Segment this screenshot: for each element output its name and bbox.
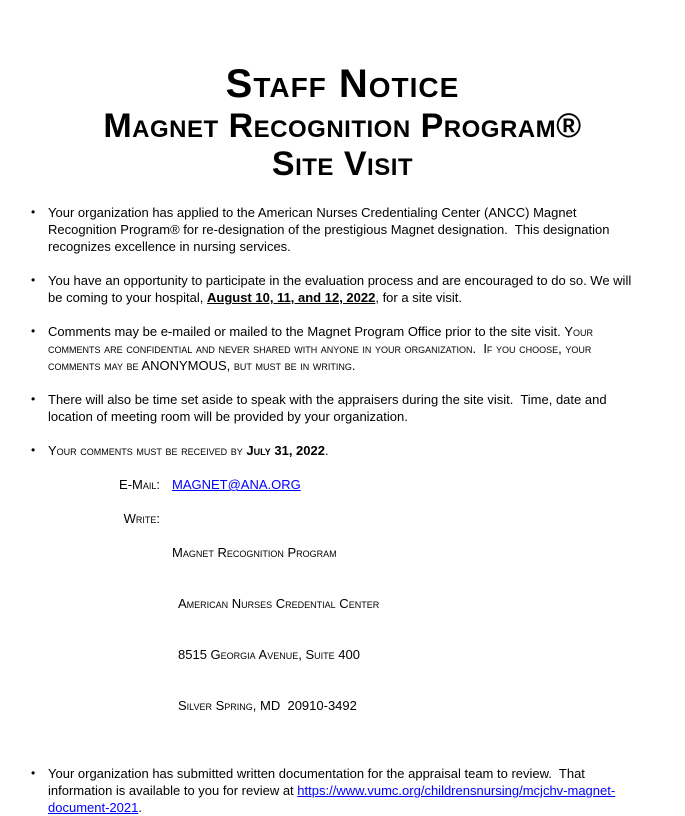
documentation-link[interactable]: https://www.vumc.org/childrensnursing/mcjchv-magnet-document-2021 <box>48 783 616 815</box>
write-row <box>110 510 633 748</box>
bullet-appraiser-text: There will also be time set aside to speak with the appraisers during the site visit. Time, date and location of meeting room will be provided by your organization. <box>48 392 611 424</box>
document-header <box>0 62 685 183</box>
bullet-site-visit-dates <box>31 272 633 306</box>
bullet-marker: • <box>31 324 36 338</box>
bullet-dates-text: You have an opportunity to participate in the evaluation process and are encouraged to do so. We will be coming to your hospital, <box>48 273 635 305</box>
mailing-address <box>172 510 379 748</box>
site-visit-title: Site Visit <box>271 145 414 183</box>
visit-dates-highlight: August 10, 11, and 12, 2022 <box>206 290 376 305</box>
email-row <box>110 476 633 493</box>
bullet-comments-confidential <box>31 323 633 374</box>
bullet-marker: • <box>31 766 36 780</box>
bullet-application-text: Your organization has applied to the American Nurses Credentialing Center (ANCC) Magnet Recognition Program® for re-designation of the prestigious Magnet designation. This designation recognizes excellence in nursing services. <box>48 205 614 254</box>
bullet-comment-deadline <box>31 442 633 459</box>
program-title: Magnet Recognition Program® <box>103 107 582 145</box>
email-link[interactable]: MAGNET@ANA.ORG <box>172 477 301 492</box>
bullet-marker: • <box>31 392 36 406</box>
deadline-text-end: . <box>324 443 329 458</box>
email-label: E-Mail: <box>119 477 160 492</box>
address-line-org: American Nurses Credential Center <box>178 596 380 611</box>
contact-block <box>110 476 633 748</box>
bullet-documentation-text: Your organization has submitted written documentation for the appraisal team to review. That information is available to you for review at <box>48 766 589 798</box>
bullet-application <box>31 204 633 255</box>
bullet-comments-text: Comments may be e-mailed or mailed to the Magnet Program Office prior to the site visit. <box>48 324 565 339</box>
bullet-dates-text-end: , for a site visit. <box>375 290 463 305</box>
deadline-text: Your comments must be received by <box>48 443 247 458</box>
bullet-marker: • <box>31 205 36 219</box>
bullet-documentation-text-end: . <box>138 800 142 815</box>
address-line-program: Magnet Recognition Program <box>172 545 337 560</box>
document-body <box>0 183 685 816</box>
bullet-marker: • <box>31 443 36 457</box>
bullet-marker: • <box>31 273 36 287</box>
bullet-documentation <box>31 765 633 816</box>
write-label: Write: <box>123 511 160 526</box>
address-line-city: Silver Spring, MD 20910-3492 <box>178 698 357 713</box>
address-line-street: 8515 Georgia Avenue, Suite 400 <box>178 647 360 662</box>
bullet-comments-confidential-text: Your comments are confidential and never shared with anyone in your organization. If you choose, your comments may be ANONYMOUS, but must be in writing. <box>48 324 597 373</box>
deadline-date: July 31, 2022 <box>246 443 325 458</box>
page-title: Staff Notice <box>225 62 460 106</box>
bullet-appraiser-meeting <box>31 391 633 425</box>
